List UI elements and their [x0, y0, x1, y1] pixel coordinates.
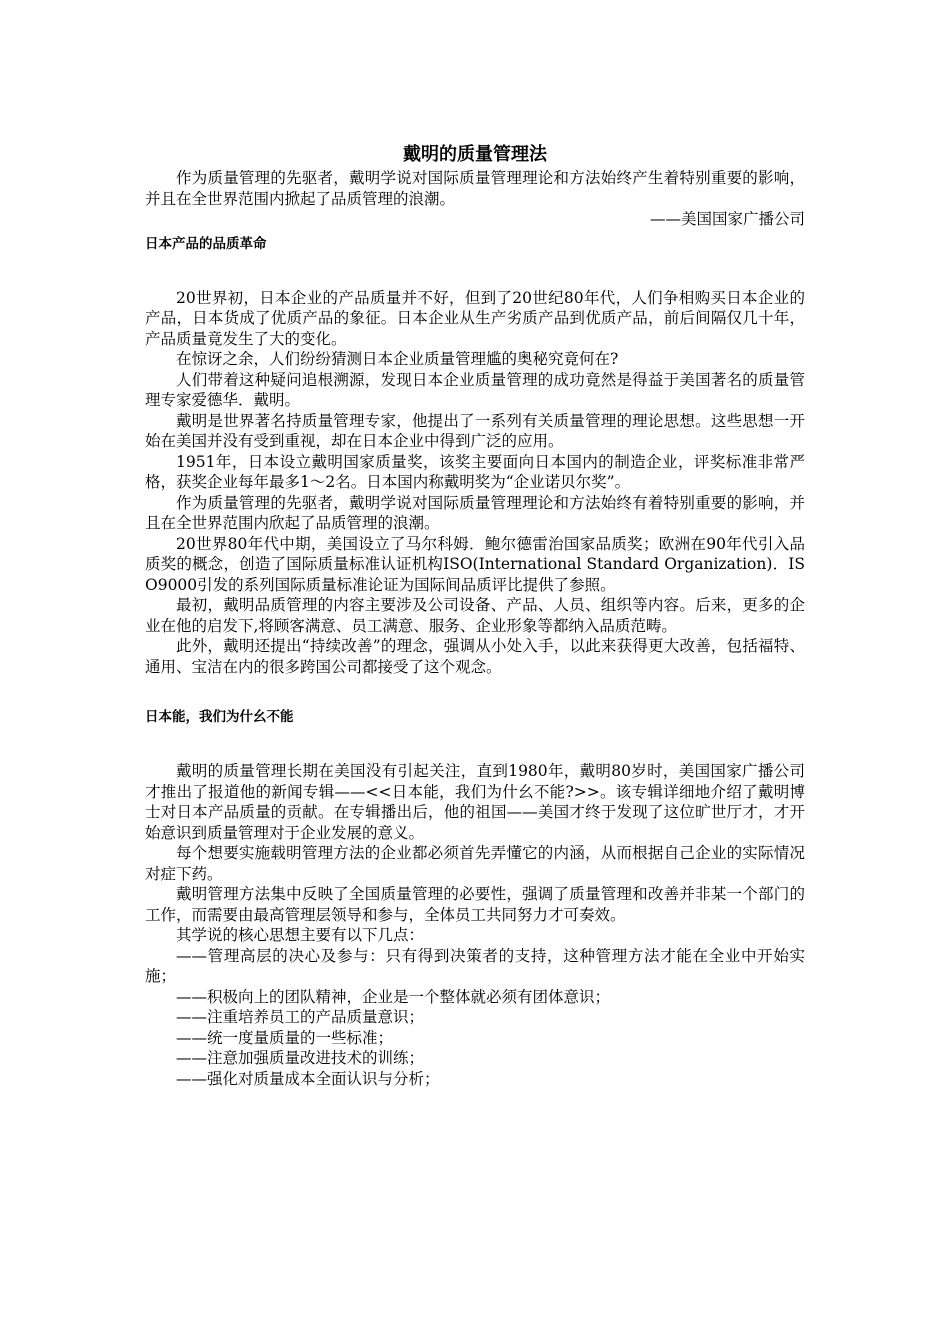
paragraph: 最初，戴明品质管理的内容主要涉及公司设备、产品、人员、组织等内容。后来，更多的企业在他的启发下,将顾客满意、员工满意、服务、企业形象等都纳入品质范畴。 [145, 596, 805, 635]
list-item: ——管理高层的决心及参与：只有得到决策者的支持，这种管理方法才能在全业中开始实施； [145, 946, 805, 985]
list-item: ——积极向上的团队精神，企业是一个整体就必须有团体意识； [176, 987, 611, 1006]
paragraph: 戴明管理方法集中反映了全国质量管理的必要性，强调了质量管理和改善并非某一个部门的工作，而需要由最高管理层领导和参与，全体员工共同努力才可奏效。 [145, 885, 805, 924]
list-item: ——注意加强质量改进技术的训练； [176, 1049, 425, 1067]
document-title: 戴明的质量管理法 [403, 144, 547, 165]
intro-source: ——美国国家广播公司 [649, 210, 805, 228]
section-heading: 日本产品的品质革命 [145, 235, 267, 252]
document-page [145, 142, 805, 1089]
paragraph: 其学说的核心思想主要有以下几点： [176, 926, 425, 944]
section-japan-can [145, 707, 805, 1089]
paragraph: 在惊讶之余，人们纷纷猜测日本企业质量管理尴的奥秘究竟何在? [176, 350, 619, 368]
paragraph: 戴明的质量管理长期在美国没有引起关注，直到1980年，戴明80岁时，美国国家广播公司才推出了报道他的新闻专辑——<<日本能，我们为什幺不能?>>。该专辑详细地介绍了戴明博士对日本产品质量的贡献。在专辑播出后，他的祖国——美国才终于发现了这位旷世厅才，才开始意识到质量管理对于企业发展的意义。 [145, 762, 805, 842]
intro-quote: 作为质量管理的先驱者，戴明学说对国际质量管理理论和方法始终产生着特别重要的影响，并且在全世界范围内掀起了品质管理的浪潮。 [145, 169, 805, 208]
section-heading: 日本能，我们为什幺不能 [145, 709, 294, 725]
paragraph: 20世界初，日本企业的产品质量并不好，但到了20世纪80年代，人们争相购买日本企业的产品，日本货成了优质产品的象征。日本企业从生产劣质产品到优质产品，前后间隔仅几十年，产品质量竟发生了大的变化。 [145, 288, 805, 348]
paragraph: 人们带着这种疑问追根溯源，发现日本企业质量管理的成功竟然是得益于美国著名的质量管理专家爱德华．戴明。 [145, 370, 805, 409]
paragraph: 每个想要实施载明管理方法的企业都必须首先弄懂它的内涵，从而根据自己企业的实际情况对症下药。 [145, 844, 805, 883]
list-item: ——统一度量质量的一些标准； [176, 1028, 394, 1047]
paragraph: 作为质量管理的先驱者，戴明学说对国际质量管理理论和方法始终有着特别重要的影响，并且在全世界范围内欣起了品质管理的浪潮。 [145, 493, 805, 532]
paragraph: 1951年，日本设立戴明国家质量奖，该奖主要面向日本国内的制造企业，评奖标准非常严格，获奖企业每年最多1～2名。日本国内称戴明奖为“企业诺贝尔奖”。 [145, 452, 805, 491]
list-item: ——注重培养员工的产品质量意识； [176, 1008, 425, 1026]
paragraph: 此外，戴明还提出“持续改善”的理念，强调从小处入手，以此来获得更大改善，包括福特、通用、宝洁在内的很多跨国公司都接受了这个观念。 [145, 637, 805, 676]
section-quality-revolution [145, 234, 805, 678]
paragraph: 20世界80年代中期，美国设立了马尔科姆．鲍尔德雷治国家品质奖；欧洲在90年代引入品质奖的概念，创造了国际质量标准认证机构ISO(International Standard Organization)．ISO9000引发的系列国际质量标准论证为国际间品质评比提供了参照。 [145, 534, 805, 594]
list-item: ——强化对质量成本全面认识与分析； [176, 1069, 440, 1088]
paragraph: 戴明是世界著名持质量管理专家，他提出了一系列有关质量管理的理论思想。这些思想一开始在美国并没有受到重视，却在日本企业中得到广泛的应用。 [145, 411, 805, 450]
